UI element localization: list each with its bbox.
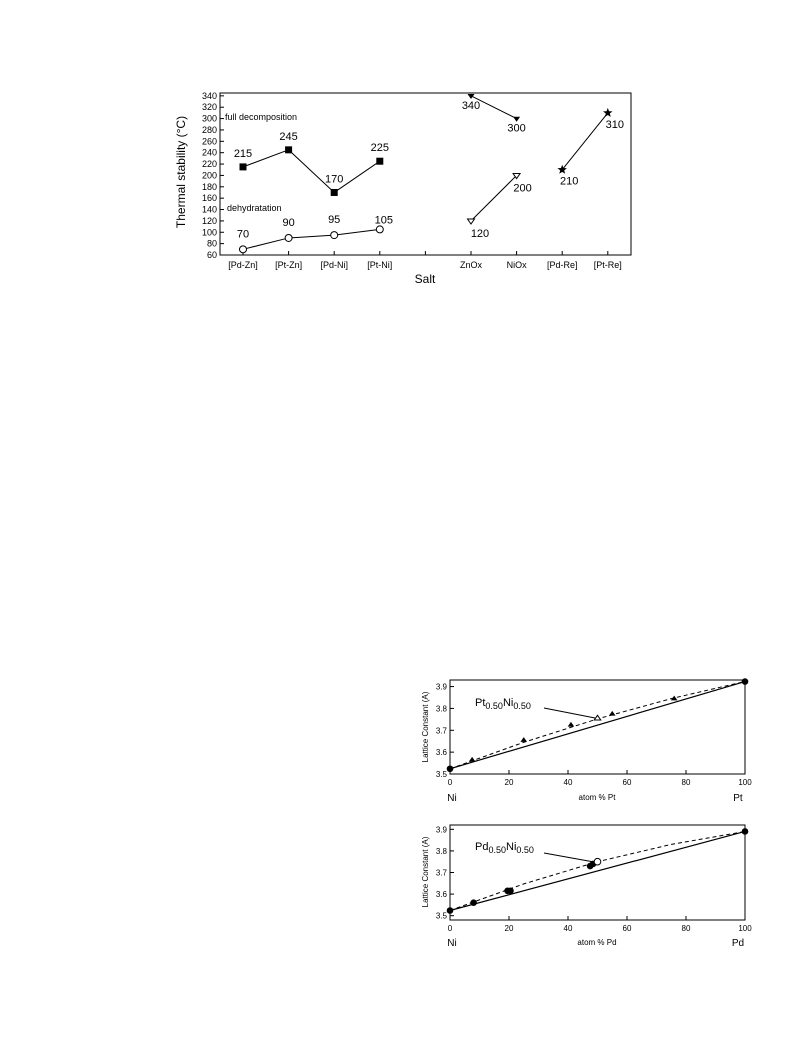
dehydratation-point	[331, 232, 338, 239]
x-tick-label: NiOx	[506, 260, 527, 270]
pt-ni-lattice-chart	[0, 660, 793, 810]
oxalate-decomposition-point	[468, 94, 475, 99]
y-tick-label: 3.9	[435, 825, 447, 835]
thermal-stability-chart	[0, 0, 793, 300]
pt-end-label: Pt	[733, 793, 743, 804]
annotation-arrow	[544, 708, 595, 718]
full-decomposition-point	[240, 163, 247, 170]
oxalate-dehydratation-value-label: 200	[513, 182, 532, 195]
oxalate-dehydratation-line	[471, 175, 517, 220]
dehydratation-value-label: 95	[328, 214, 341, 227]
Re-salts-point	[603, 108, 613, 117]
oxalate-dehydratation-point	[468, 219, 475, 224]
y-axis-title: Lattice Constant (A)	[421, 691, 430, 763]
x-tick-label: 60	[622, 924, 632, 933]
data-point	[470, 899, 477, 906]
data-point	[469, 757, 476, 762]
full-decomposition-value-label: 225	[370, 142, 389, 155]
data-point	[594, 715, 601, 720]
y-tick-label: 140	[201, 204, 217, 215]
x-tick-label: 40	[563, 778, 573, 787]
full-decomposition-point	[376, 158, 383, 165]
oxalate-dehydratation-value-label: 120	[470, 227, 490, 240]
x-axis-title: atom % Pt	[578, 793, 616, 802]
x-tick-label: 20	[504, 924, 514, 933]
dehydratation-point	[376, 226, 383, 233]
pd-ni-lattice-chart	[0, 815, 793, 965]
dehydratation-value-label: 90	[282, 216, 295, 229]
y-tick-label: 120	[201, 215, 217, 226]
x-tick-label: 0	[447, 924, 453, 933]
y-tick-label: 280	[201, 124, 217, 135]
oxalate-decomposition-value-label: 300	[507, 122, 526, 135]
x-tick-label: [Pt-Re]	[593, 260, 622, 270]
Re-salts-line	[562, 113, 608, 170]
y-tick-label: 200	[201, 170, 217, 181]
x-tick-label: 80	[681, 924, 691, 933]
ni-end-label: Ni	[447, 938, 457, 949]
x-tick-label: [Pt-Ni]	[367, 260, 393, 270]
dehydratation-value-label: 70	[236, 228, 250, 241]
x-tick-label: 100	[738, 924, 752, 933]
y-tick-label: 3.7	[435, 726, 447, 736]
y-tick-label: 220	[201, 159, 217, 170]
y-tick-label: 3.5	[435, 770, 447, 779]
annotation-label: $Pt_{0.50}Ni_{0.50}$	[475, 697, 531, 711]
y-tick-label: 3.6	[435, 890, 447, 900]
dehydratation-point	[240, 246, 247, 253]
y-tick-label: 340	[201, 90, 217, 101]
data-point	[447, 907, 454, 914]
data-point	[742, 828, 749, 835]
y-tick-label: 100	[201, 227, 217, 238]
pd-end-label: Pd	[731, 938, 745, 949]
y-tick-label: 3.8	[435, 704, 447, 714]
full-decomposition-line	[243, 150, 380, 193]
x-tick-label: ZnOx	[459, 260, 483, 270]
y-tick-label: 260	[201, 136, 217, 147]
full-decomposition-point	[285, 146, 292, 153]
data-point	[568, 722, 575, 727]
y-tick-label: 320	[201, 102, 217, 113]
x-tick-label: [Pd-Re]	[546, 260, 578, 270]
data-point	[609, 711, 616, 716]
x-tick-label: [Pd-Ni]	[320, 260, 348, 270]
oxalate-decomposition-point	[513, 117, 520, 122]
y-axis-title: Lattice Constant (A)	[421, 836, 430, 908]
vegard-line	[450, 682, 745, 769]
x-tick-label: [Pd-Zn]	[228, 260, 258, 270]
dehydratation-value-label: 105	[374, 214, 393, 227]
y-axis-title: Thermal stability (°C)	[174, 115, 188, 229]
data-point	[447, 765, 454, 772]
y-tick-label: 60	[206, 250, 217, 260]
x-tick-label: 60	[622, 778, 632, 787]
Re-salts-value-label: 310	[605, 118, 624, 131]
x-tick-label: [Pt-Zn]	[275, 260, 303, 270]
x-tick-label: 0	[447, 778, 453, 787]
y-tick-label: 3.8	[435, 846, 447, 856]
data-point	[742, 678, 749, 685]
annotation-dehydratation: dehydratation	[227, 203, 282, 213]
y-tick-label: 3.7	[435, 868, 447, 878]
ni-end-label: Ni	[447, 793, 457, 804]
Re-salts-value-label: 210	[560, 175, 579, 188]
dehydratation-line	[243, 229, 380, 249]
x-axis-title: Salt	[414, 272, 436, 286]
data-point	[594, 858, 601, 865]
full-decomposition-value-label: 170	[325, 173, 344, 186]
y-tick-label: 240	[201, 147, 217, 158]
full-decomposition-point	[331, 189, 338, 196]
annotation-full-decomposition: full decomposition	[225, 112, 298, 122]
y-tick-label: 180	[201, 181, 217, 192]
y-tick-label: 3.6	[435, 748, 447, 758]
y-tick-label: 80	[206, 238, 217, 249]
oxalate-decomposition-value-label: 340	[461, 99, 481, 112]
data-point	[507, 888, 514, 895]
x-tick-label: 40	[563, 924, 573, 933]
y-tick-label: 3.9	[435, 682, 447, 692]
vegard-line	[450, 831, 745, 910]
y-tick-label: 160	[201, 193, 217, 204]
full-decomposition-value-label: 245	[279, 130, 298, 143]
full-decomposition-value-label: 215	[233, 147, 253, 160]
x-tick-label: 20	[504, 778, 514, 787]
annotation-label: $Pd_{0.50}Ni_{0.50}$	[475, 841, 534, 855]
data-point	[520, 737, 527, 742]
x-tick-label: 80	[681, 778, 691, 787]
y-tick-label: 300	[201, 113, 217, 124]
dehydratation-point	[285, 234, 292, 241]
x-axis-title: atom % Pd	[577, 938, 617, 947]
annotation-arrow	[544, 853, 594, 862]
y-tick-label: 3.5	[435, 911, 447, 921]
x-tick-label: 100	[738, 778, 752, 787]
